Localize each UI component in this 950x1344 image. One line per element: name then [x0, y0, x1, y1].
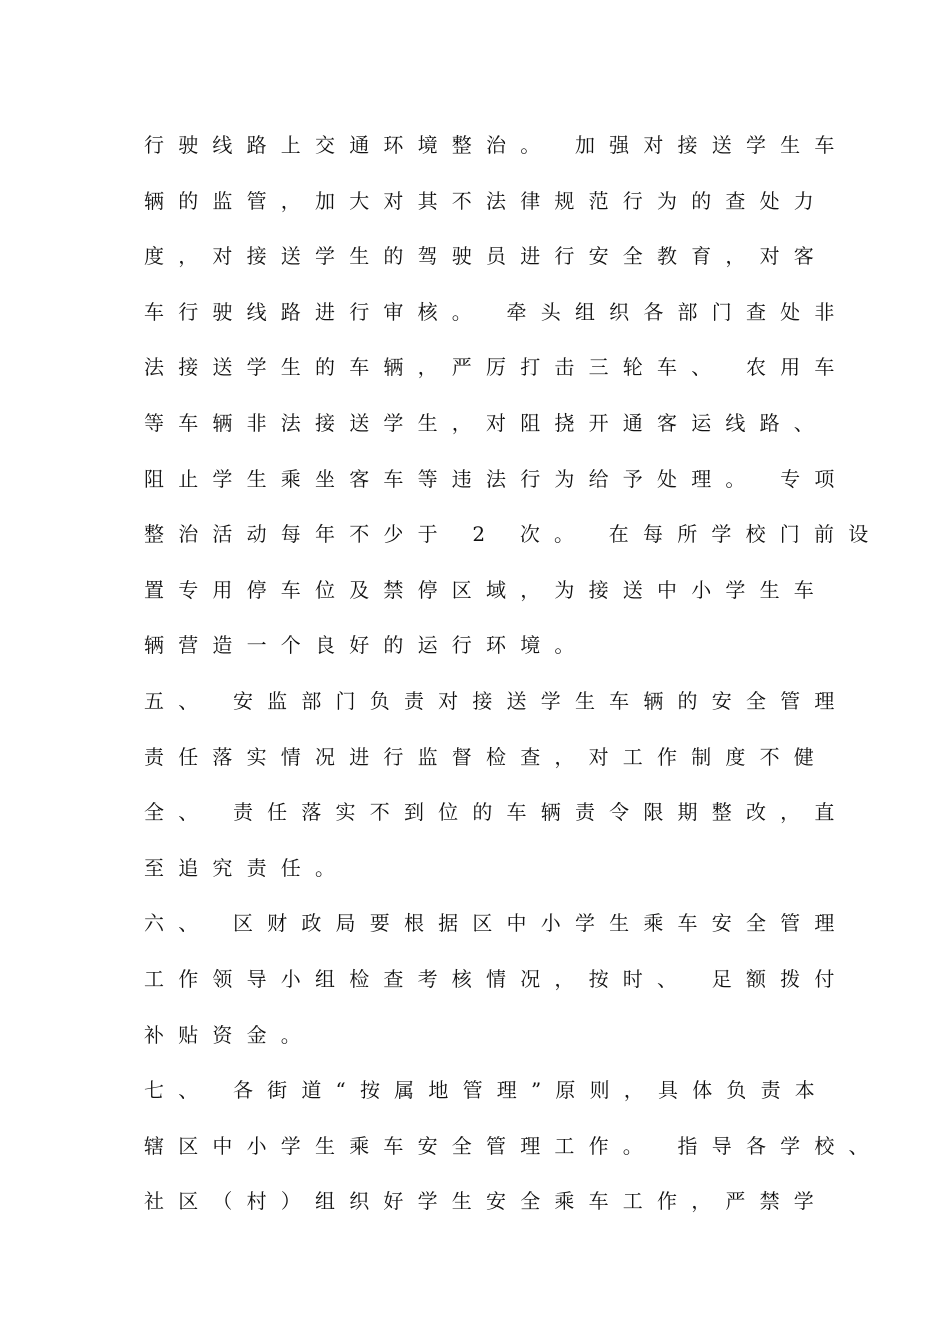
text-line: 社区（村）组织好学生安全乘车工作，严禁学	[144, 1189, 828, 1214]
text-line: 辖区中小学生乘车安全管理工作。 指导各学校、	[144, 1133, 883, 1158]
section-five-line: 五、 安监部门负责对接送学生车辆的安全管理	[144, 688, 849, 713]
text-line: 度，对接送学生的驾驶员进行安全教育，对客	[144, 244, 828, 269]
text-line: 责任落实情况进行监督检查，对工作制度不健	[144, 744, 828, 769]
text-line: 行驶线路上交通环境整治。 加强对接送学生车	[144, 133, 849, 157]
document-body	[144, 126, 883, 1238]
text-line: 阻止学生乘坐客车等违法行为给予处理。 专项	[144, 466, 849, 491]
text-line: 车行驶线路进行审核。 牵头组织各部门查处非	[144, 299, 849, 324]
text-line: 补贴资金。	[144, 1022, 315, 1047]
text-line: 置专用停车位及禁停区域，为接送中小学生车	[144, 577, 828, 602]
section-seven-line: 七、 各街道“按属地管理”原则，具体负责本	[144, 1078, 830, 1103]
text-line: 辆营造一个良好的运行环境。	[144, 633, 589, 658]
section-six-line: 六、 区财政局要根据区中小学生乘车安全管理	[144, 911, 849, 936]
text-line: 法接送学生的车辆，严厉打击三轮车、 农用车	[144, 355, 849, 380]
text-line: 等车辆非法接送学生，对阻挠开通客运线路、	[144, 410, 828, 435]
text-line: 至追究责任。	[144, 855, 350, 880]
text-line: 工作领导小组检查考核情况，按时、 足额拨付	[144, 966, 849, 991]
text-line: 全、 责任落实不到位的车辆责令限期整改，直	[144, 800, 849, 825]
text-line: 整治活动每年不少于 2 次。 在每所学校门前设	[144, 522, 883, 547]
text-line: 辆的监管，加大对其不法律规范行为的查处力	[144, 188, 828, 213]
